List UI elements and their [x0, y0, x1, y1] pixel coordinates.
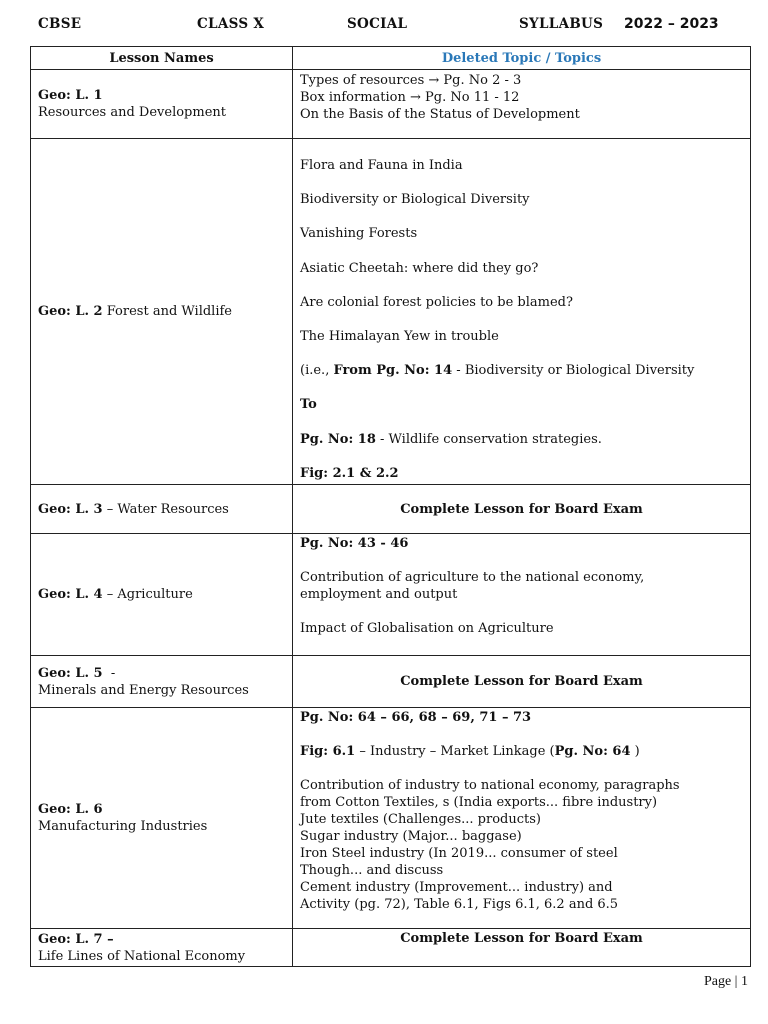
topic-line: Iron Steel industry (In 2019... consumer of steel — [300, 846, 618, 861]
lesson-name: Minerals and Energy Resources — [38, 682, 249, 698]
lesson-cell — [31, 656, 293, 708]
topic-line: Biodiversity or Biological Diversity — [300, 192, 530, 208]
lesson-name: Resources and Development — [38, 105, 226, 120]
header-class: CLASS X — [197, 16, 265, 32]
topic-line: Impact of Globalisation on Agriculture — [300, 621, 554, 636]
column-header-topics: Deleted Topic / Topics — [293, 47, 751, 70]
column-header-lesson: Lesson Names — [31, 47, 293, 70]
syllabus-table — [30, 46, 751, 967]
topic-range-to: To — [300, 397, 317, 413]
topic-pages: Pg. No: 43 - 46 — [300, 536, 409, 551]
table-row — [31, 656, 751, 708]
table-row — [31, 929, 751, 967]
topics-cell — [293, 708, 751, 929]
lesson-cell — [31, 534, 293, 656]
topic-line: Asiatic Cheetah: where did they go? — [300, 260, 539, 276]
lesson-cell — [31, 139, 293, 485]
lesson-code: Geo: L. 5 — [38, 665, 103, 681]
header-year: 2022 – 2023 — [624, 16, 719, 32]
topic-pages: Pg. No: 64 – 66, 68 – 69, 71 – 73 — [300, 710, 532, 725]
lesson-code: Geo: L. 3 — [38, 501, 103, 517]
topic-figure: Fig: 6.1 – Industry – Market Linkage (Pg. No: 64 ) — [300, 744, 640, 759]
table-row — [31, 485, 751, 534]
topics-cell — [293, 70, 751, 139]
complete-lesson-cell: Complete Lesson for Board Exam — [293, 929, 751, 967]
topic-range-from: (i.e., From Pg. No: 14 - Biodiversity or Biological Diversity — [300, 363, 695, 379]
lesson-code: Geo: L. 6 — [38, 802, 103, 817]
complete-lesson-cell: Complete Lesson for Board Exam — [293, 656, 751, 708]
topic-line: Activity (pg. 72), Table 6.1, Figs 6.1, 6.2 and 6.5 — [300, 897, 619, 912]
topic-line: Contribution of industry to national economy, paragraphs — [300, 778, 680, 793]
lesson-name: Forest and Wildlife — [106, 304, 232, 319]
topic-line: The Himalayan Yew in trouble — [300, 328, 499, 344]
topics-cell — [293, 139, 751, 485]
complete-lesson-cell: Complete Lesson for Board Exam — [293, 485, 751, 534]
page-number: Page | 1 — [703, 974, 748, 989]
topic-line: employment and output — [300, 587, 458, 602]
lesson-cell — [31, 485, 293, 534]
lesson-code: Geo: L. 4 — [38, 587, 103, 602]
lesson-name: – Agriculture — [106, 587, 193, 602]
lesson-code: Geo: L. 2 — [38, 304, 103, 319]
lesson-code-suffix: - — [102, 665, 116, 681]
header-syllabus: SYLLABUS — [519, 16, 604, 32]
table-header-row — [31, 47, 751, 70]
lesson-name: Manufacturing Industries — [38, 819, 208, 834]
header-board: CBSE — [38, 16, 82, 32]
topic-figure: Fig: 2.1 & 2.2 — [300, 465, 399, 481]
lesson-cell — [31, 708, 293, 929]
lesson-code: Geo: L. 7 – — [38, 931, 114, 947]
table-row — [31, 139, 751, 485]
topic-line: Though... and discuss — [300, 863, 444, 878]
lesson-name: – Water Resources — [106, 501, 229, 517]
topic-line: Jute textiles (Challenges... products) — [300, 812, 541, 827]
topic-line: from Cotton Textiles, s (India exports... fibre industry) — [300, 795, 658, 810]
topic-line: Sugar industry (Major... baggase) — [300, 829, 522, 844]
topic-range-end: Pg. No: 18 - Wildlife conservation strategies. — [300, 431, 602, 447]
topic-line: Vanishing Forests — [300, 226, 418, 242]
topic-line: On the Basis of the Status of Development — [300, 107, 580, 122]
lesson-code: Geo: L. 1 — [38, 88, 103, 103]
table-row — [31, 70, 751, 139]
table-row — [31, 708, 751, 929]
topic-line: Types of resources → Pg. No 2 - 3 — [300, 73, 522, 88]
lesson-name: Life Lines of National Economy — [38, 948, 246, 964]
table-row — [31, 534, 751, 656]
topic-line: Flora and Fauna in India — [300, 158, 463, 173]
lesson-cell — [31, 70, 293, 139]
lesson-cell — [31, 929, 293, 967]
topic-line: Are colonial forest policies to be blamed? — [300, 294, 573, 310]
topics-cell — [293, 534, 751, 656]
header-subject: SOCIAL — [347, 16, 408, 32]
topic-line: Box information → Pg. No 11 - 12 — [300, 90, 520, 105]
topic-line: Contribution of agriculture to the national economy, — [300, 570, 645, 585]
topic-line: Cement industry (Improvement... industry) and — [300, 880, 613, 895]
